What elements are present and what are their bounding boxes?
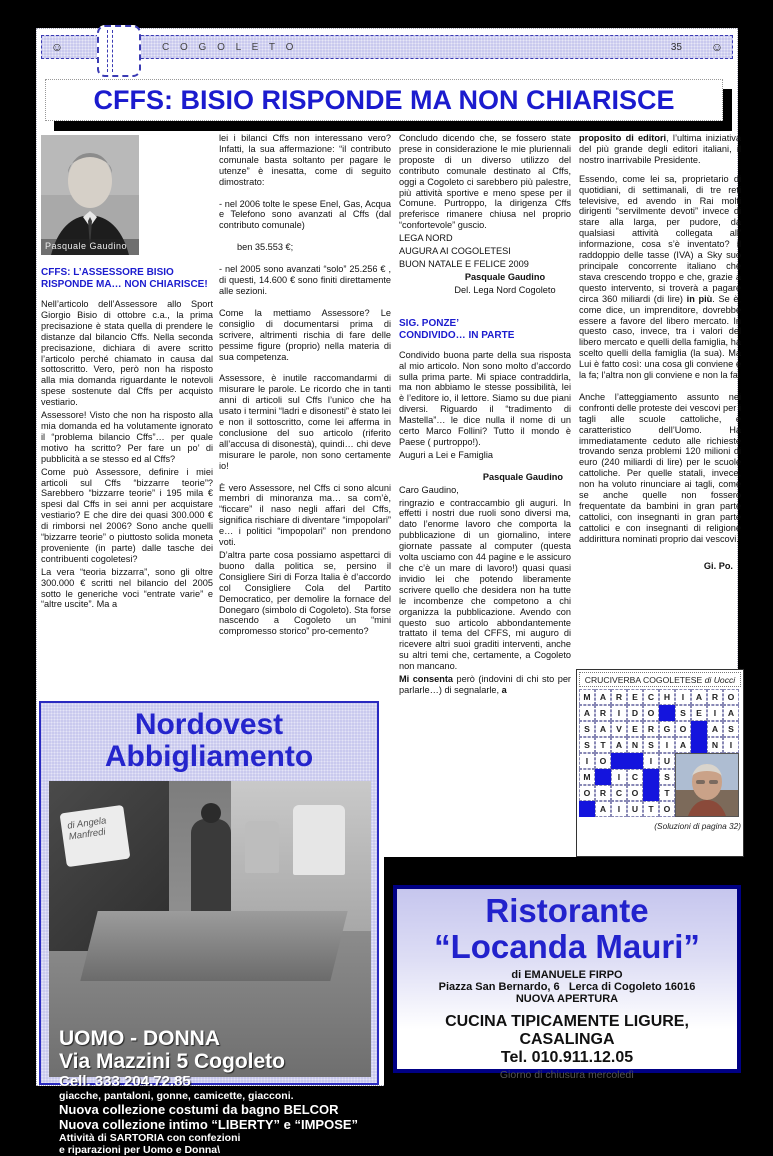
crossword-cell: U: [627, 801, 643, 817]
crossword-cell: O: [579, 785, 595, 801]
crossword-cell: I: [643, 753, 659, 769]
paragraph: - nel 2006 tolte le spese Enel, Gas, Acqua e Telefono sono avanzati al Cffs (dal contributo comunale): [219, 198, 391, 231]
article-column-1: [41, 133, 213, 612]
signature-role: Del. Lega Nord Cogoleto: [454, 284, 556, 295]
nordovest-photo: [49, 781, 371, 1156]
crossword-cell: O: [659, 801, 675, 817]
crossword-cell: [691, 721, 707, 737]
letter-heading-line1: SIG. PONZE’: [399, 317, 460, 329]
masthead-bar: [41, 35, 733, 59]
crossword-cell: R: [595, 705, 611, 721]
crossword-cell: V: [611, 721, 627, 737]
crossword-cell: T: [659, 785, 675, 801]
ad-line: Piazza San Bernardo, 6 Lerca di Cogoleto 16016: [438, 981, 696, 993]
crossword-cell: E: [627, 721, 643, 737]
paragraph: Caro Gaudino,: [399, 484, 459, 495]
ad-line: Tel. 010.911.12.05: [500, 1049, 634, 1066]
crossword-cell: T: [643, 801, 659, 817]
crossword-cell: [579, 801, 595, 817]
ad-line: Attività di SARTORIA con confezioni: [59, 1132, 241, 1144]
crossword-cell: [659, 705, 675, 721]
lega-nord-line: BUON NATALE E FELICE 2009: [399, 258, 529, 269]
page-headline: CFFS: BISIO RISPONDE MA NON CHIARISCE: [93, 84, 675, 115]
crossword-cell: R: [611, 689, 627, 705]
crossword-cell: O: [643, 705, 659, 721]
crossword-cell: I: [579, 753, 595, 769]
crossword-cell: I: [611, 705, 627, 721]
crossword-cell: E: [691, 705, 707, 721]
crossword-cell: S: [643, 737, 659, 753]
ad-line: Giorno di chiusura mercoledì: [499, 1069, 635, 1081]
article-column-3: [399, 133, 571, 698]
paragraph-text: . Se è, come dice, un imprenditore, dovrebbe essere a favore del libero mercato. In questo caso, invece, tra i valori del libero mercato e quelli della famiglia, ha scelto quelli della famiglia (la sua). Ma Lui è fatto così: una cosa gli conviene e la fa; l’altra non gli conviene e non la fa.: [579, 293, 742, 381]
crossword-cell: A: [579, 705, 595, 721]
article-column-4: [579, 133, 741, 574]
lega-nord-line: LEGA NORD: [399, 233, 453, 244]
paragraph: [579, 133, 741, 166]
crossword-cell: [611, 753, 627, 769]
crossword-grid-wrap: [579, 689, 741, 817]
paragraph: - nel 2005 sono avanzati “solo” 25.256 € , di questi, 14.600 € sono finiti direttamente alle sezioni.: [219, 264, 391, 296]
crossword-cell: I: [675, 689, 691, 705]
crossword-cell: A: [595, 801, 611, 817]
nordovest-title: [41, 709, 377, 773]
crossword-cell: R: [643, 721, 659, 737]
notepad-icon: [97, 25, 141, 77]
signature-name: Gi. Po.: [703, 560, 733, 571]
crossword-title: [579, 672, 741, 687]
owner-tag: di Angela Manfredi: [60, 805, 131, 867]
crossword-cell: C: [627, 769, 643, 785]
paragraph: D’altra parte cosa possiamo aspettarci di buono dalla politica se, persino il Consigliere Siri di Forza Italia è d’accordo col Consigliere Cola del Partito Democratico, per demolire la fornace del Donegaro (simbolo di Cogoleto). Sta forse nascendo a Cogoleto un “mini compromesso storico” pro-cemento?: [219, 550, 391, 637]
crossword-cell: [627, 753, 643, 769]
ad-line: Nuova collezione intimo “LIBERTY” e “IMPOSE”: [59, 1117, 359, 1132]
crossword-cell: D: [627, 705, 643, 721]
crossword-cell: S: [675, 705, 691, 721]
crossword-byline: di Uocci: [704, 675, 736, 685]
crossword-cell: M: [579, 689, 595, 705]
ad-line: UOMO - DONNA: [59, 1027, 220, 1050]
crossword-author-photo: [675, 753, 739, 817]
crossword-cell: A: [691, 689, 707, 705]
crossword-cell: S: [659, 769, 675, 785]
paragraph: ben 35.553 €;: [237, 242, 294, 253]
crossword-cell: O: [675, 721, 691, 737]
headline-box: [45, 79, 723, 121]
paragraph-text: Essendo, come lei sa, proprietario di quotidiani, di settimanali, di tre reti televisive, ed avendo in Rai molti dirigenti “servilmente devoti” invece di stare alla larga, per pudore, da qualsiasi attività collegata all’ informazione, cosa s’è inventato? il raddoppio delle tasse (IVA) a Sky suo principale concorrente italiano che stava crescendo troppo e che, grazie a questo intervento, si troverà a pagare circa 360 miliardi (di lire): [579, 173, 741, 304]
crossword-cell: N: [627, 737, 643, 753]
nordovest-ad: [39, 701, 379, 1156]
smiley-icon-right: ☺: [710, 40, 724, 54]
letter-heading: [399, 318, 571, 342]
crossword-cell: S: [579, 721, 595, 737]
paragraph: Assessore, è inutile raccomandarmi di misurare le parole. Le ricordo che in tanti anni di articoli sul Cffs l’unico che ha usato i termini “ladri e disonesti” è stato lei e non il sottoscritto, come lei afferma in conclusione del suo articolo (riferito all’accusa di disonestà), quindi… chi deve misurare le parole, non sono certamente io!: [219, 373, 391, 471]
article-column-2: [219, 133, 391, 639]
paragraph: ringrazio e contraccambio gli auguri. In effetti i nostri due ruoli sono diversi ma, dato l’enorme lavoro che comporta la pubblicazione di un giornalino, intere giornate passate al computer (questa volta usciamo con 44 pagine e le assicuro che c’è un mare di lavoro!) quasi quasi invidio lei che potendo liberamente scrivere quello che desidera non ha tutte le incombenze che competono a chi organizza la pubblicazione. Avendo con questo suo articolo abbondantemente trattato il tema del CFFS, mi auguro di ricevere altri suoi graditi interventi, anche su altri temi che, certamente, a Cogoleto non mancano.: [399, 497, 571, 672]
portrait-photo: [41, 135, 139, 255]
crossword-cell: H: [659, 689, 675, 705]
letter-heading-line2: CONDIVIDO… IN PARTE: [399, 329, 515, 341]
crossword-cell: I: [611, 769, 627, 785]
crossword-cell: E: [627, 689, 643, 705]
ad-line: Cell. 333 204.72.85: [59, 1073, 191, 1090]
ad-line: giacche, pantaloni, gonne, camicette, giacconi.: [59, 1090, 294, 1102]
sweater-display: [293, 805, 345, 875]
paragraph: Concludo dicendo che, se fossero state prese in considerazione le mie pluriennali proposte di un diverso utilizzo del contributo comunale destinato al Cffs, oggi a Cogoleto ci sarebbero più palestre, più attività sportive e meno spese per il Comune. Purtroppo, la dirigenza Cffs preferisce rimanere chiusa nel proprio “confortevole” guscio.: [399, 133, 571, 231]
nordovest-title-line1: Nordovest: [134, 708, 284, 741]
paragraph: Anche l’atteggiamento assunto nei confronti delle proteste dei vescovi per i tagli alle scuole cattoliche, è caratteristico dell’Uomo. Ha immediatamente ceduto alle richieste trovando senza problemi 120 milioni di euro (240 miliardi di lire) per le scuole cattoliche. Per quelle statali, invece, non ha voluto rinunciare ai tagli, come se anche quelle non fossero frequentate da bambini in gran parte cattolici, con insegnanti in gran parte cattolici e con insegnanti di religione addirittura nominati proprio dai vescovi.: [579, 391, 741, 544]
paragraph-text: però (indovini di chi sto per parlarle…) di segnalarle,: [399, 674, 571, 695]
crossword-cell: S: [723, 721, 739, 737]
crossword-cell: O: [627, 785, 643, 801]
masthead-title: C O G O L E T O: [162, 41, 298, 53]
ad-line: CUCINA TIPICAMENTE LIGURE, CASALINGA: [445, 1013, 689, 1048]
ad-line: e riparazioni per Uomo e Donna\: [59, 1144, 221, 1156]
crossword-cell: A: [595, 721, 611, 737]
portrait-illustration: [41, 135, 139, 255]
paragraph: Condivido buona parte della sua risposta al mio articolo. Non sono molto d’accordo sulla prima parte. Mi spiace contraddirla, ma non abbiamo le stesse possibilità, lei è l’editore io, il lettore. Siamo su due piani diversi. Riguardo il “tradimento di Mastella”… le dice nulla il nome di un certo Marco Follini? Tutto il mondo è Paese ( purtroppo!).: [399, 349, 571, 447]
signature-name: Pasquale Gaudino: [464, 271, 546, 282]
newspaper-page: [36, 28, 742, 1156]
paragraph: Auguri a Lei e Famiglia: [399, 449, 493, 460]
crossword-footer: (Soluzioni di pagina 32): [654, 821, 741, 831]
crossword-cell: R: [595, 785, 611, 801]
crossword-cell: C: [611, 785, 627, 801]
crossword-cell: A: [675, 737, 691, 753]
crossword-cell: I: [611, 801, 627, 817]
locanda-mauri-ad: [393, 885, 741, 1081]
crossword-cell: I: [659, 737, 675, 753]
crossword-cell: [643, 785, 659, 801]
crossword-cell: C: [643, 689, 659, 705]
paragraph: [579, 174, 741, 381]
crossword-title-text: CRUCIVERBA COGOLETESE: [584, 675, 703, 685]
bold-inline: in più: [686, 293, 713, 304]
ad-line: NUOVA APERTURA: [515, 993, 619, 1005]
crossword-cell: U: [659, 753, 675, 769]
crossword-cell: [643, 769, 659, 785]
ad-line: “Locanda Mauri”: [434, 928, 700, 965]
portrait-caption: Pasquale Gaudino: [45, 241, 128, 252]
crossword-cell: [691, 737, 707, 753]
nordovest-title-line2: Abbigliamento: [104, 740, 314, 773]
crossword-cell: O: [723, 689, 739, 705]
crossword-cell: M: [579, 769, 595, 785]
bold-lead: Mi consenta: [399, 674, 454, 685]
crossword-cell: I: [707, 705, 723, 721]
paragraph: Assessore! Visto che non ha risposto alla mia domanda ed ha volutamente ignorato il “problema bilancio Cffs”… per quale motivo ha scritto? Per fare un po’ di pubblicità a se stesso ed al Cffs?: [41, 410, 213, 464]
ad-line: Nuova collezione costumi da bagno BELCOR: [59, 1102, 339, 1117]
paragraph: [399, 674, 571, 696]
paragraph: È vero Assessore, nel Cffs ci sono alcuni membri di minoranza ma… sa com’è, “ficcare” il naso negli affari del Cffs, significa rischiare di diventare “impopolari” e… i politici “impopolari” non prendono voti.: [219, 482, 391, 548]
crossword-cell: R: [707, 689, 723, 705]
crossword-cell: T: [595, 737, 611, 753]
crossword-cell: I: [723, 737, 739, 753]
crossword-box: [576, 669, 744, 857]
paragraph: lei i bilanci Cffs non interessano vero? Infatti, la sua affermazione: “il contributo comunale basta soltanto per pagare le utenze” è inesatta, come di seguito dimostrato:: [219, 133, 391, 187]
ad-line: Via Mazzini 5 Cogoleto: [59, 1050, 285, 1073]
paragraph: Come la mettiamo Assessore? Le consiglio di documentarsi prima di scrivere, altrimenti rischia di fare delle pessime figure (proprio) nella materia di sua competenza.: [219, 307, 391, 362]
bold-lead: proposito di editori: [579, 133, 667, 143]
crossword-cell: N: [707, 737, 723, 753]
paragraph: La vera “teoria bizzarra”, sono gli oltre 300.000 € scritti nel bilancio del 2005 sotto le generiche voci “entrate varie” e “altre uscite”. Ma a: [41, 566, 213, 610]
nordovest-ad-text: [59, 1027, 369, 1156]
bold-tail: a: [501, 684, 507, 695]
crossword-cell: [595, 769, 611, 785]
crossword-cell: A: [707, 721, 723, 737]
sweater-display: [245, 821, 279, 873]
crossword-cell: G: [659, 721, 675, 737]
crossword-cell: A: [595, 689, 611, 705]
crossword-cell: A: [611, 737, 627, 753]
ad-line: di EMANUELE FIRPO: [511, 969, 623, 981]
page-number: 35: [670, 41, 682, 53]
column1-heading: CFFS: L’ASSESSORE BISIO RISPONDE MA… NON CHIARISCE!: [41, 267, 208, 290]
signature-name: Pasquale Gaudino: [482, 471, 563, 482]
crossword-cell: A: [723, 705, 739, 721]
ad-line: Ristorante: [485, 892, 649, 929]
lega-nord-line: AUGURA AI COGOLETESI: [399, 246, 511, 257]
crossword-cell: O: [595, 753, 611, 769]
paragraph-text: , l’ultima iniziativa del più grande degli editori italiani, il nostro inarrivabile Presidente.: [579, 133, 741, 165]
smiley-icon-left: ☺: [50, 40, 64, 54]
paragraph: Come può Assessore, definire i miei articoli sul Cffs “bizzarre teorie”? Sarebbero “bizzarre teorie” i 195 mila € spesi dal Cffs in sei anni per acquistare vestiario? E che dire dei quasi 300.000 € di rimborsi nel 2006? Sono anche quelli “bizzarre teorie” o piuttosto solida moneta proveniente (in parte) dalle tasche dei contribuenti cogoletesi?: [41, 466, 213, 564]
crossword-cell: S: [579, 737, 595, 753]
shop-table: [80, 911, 347, 981]
paragraph: Nell’articolo dell’Assessore allo Sport Giorgio Bisio di ottobre c.a., la prima precisazione è stata quella di prendere le distanze dal bilancio Cffs. Nella seconda precisazione, dichiara di avere scritto l’articolo perché chiamato in causa dal sottoscritto. Vero, però non ha risposto alla mia domanda riguardante le notevoli spese sostenute dal Cffs per acquisto vestiario.: [41, 299, 213, 408]
